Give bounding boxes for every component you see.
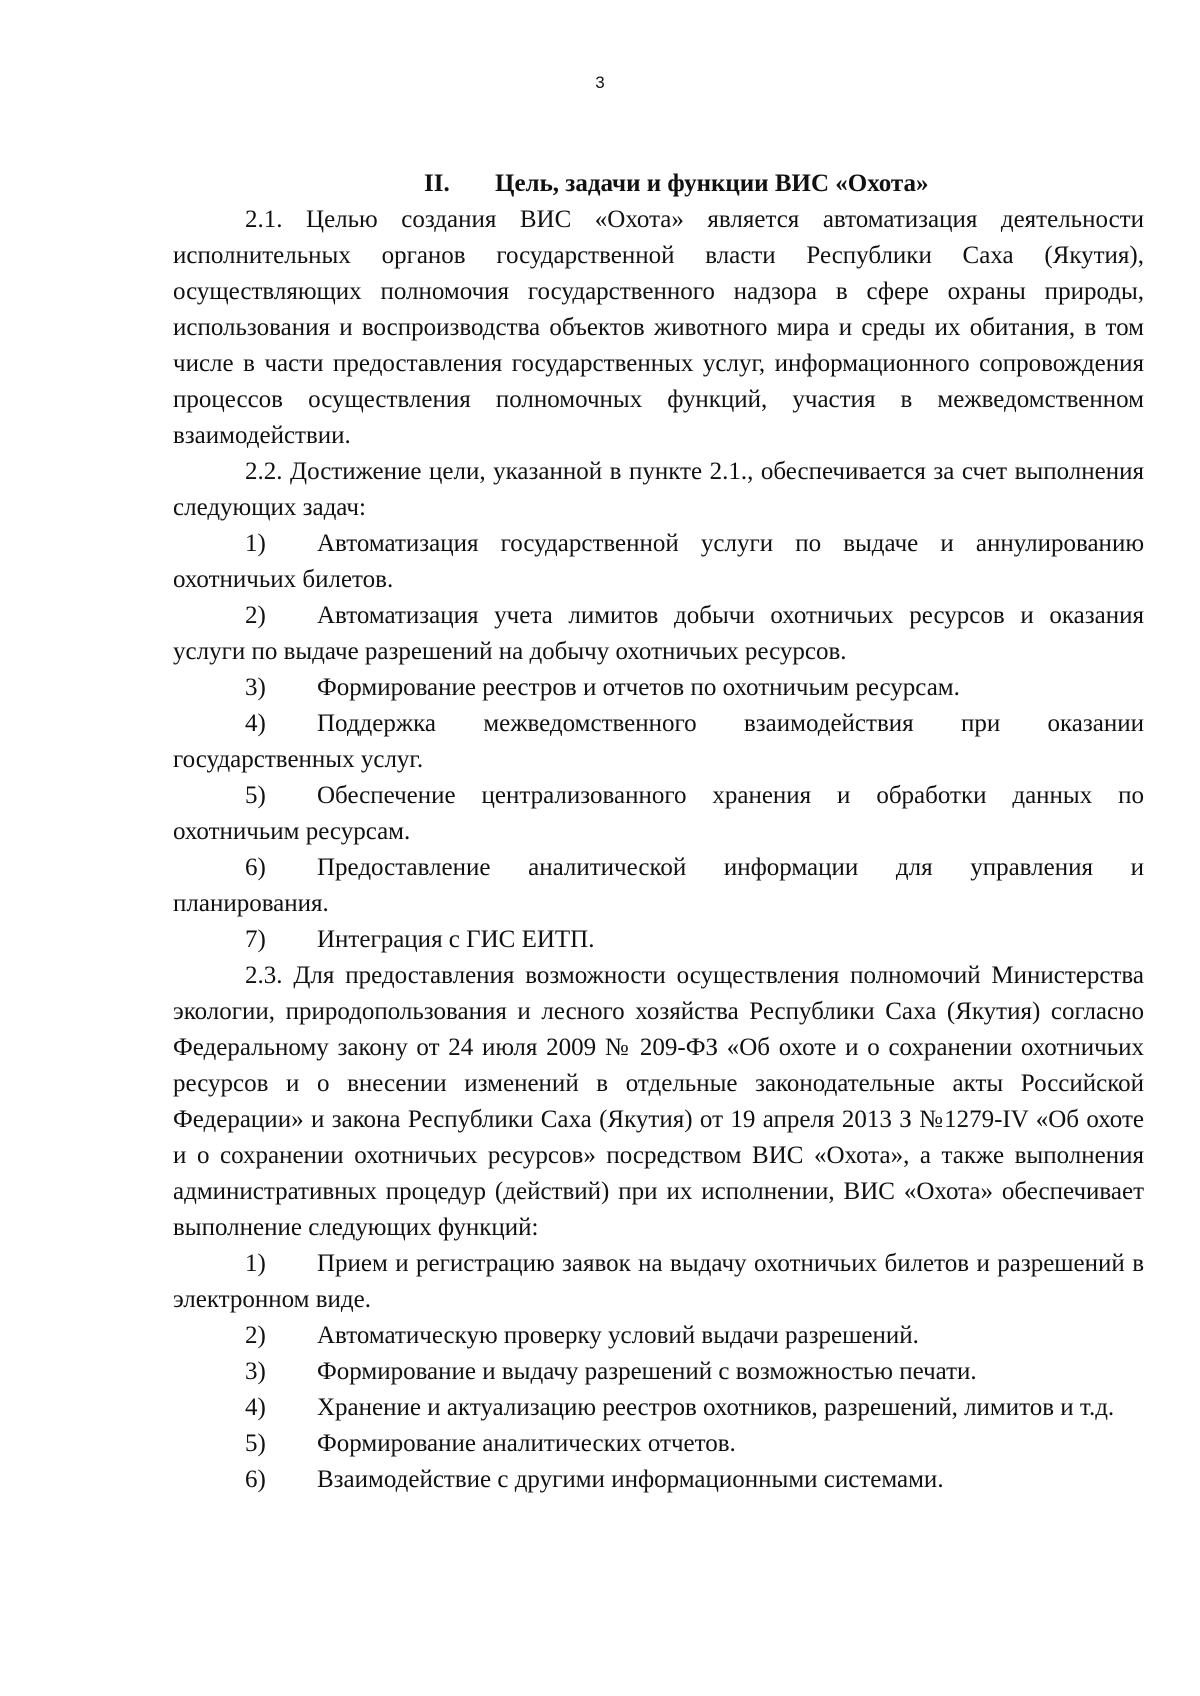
list-item-number: 6) [245,1466,266,1493]
list-item-number: 3) [245,1358,266,1385]
list-item-number: 5) [245,782,266,809]
paragraph-2-3: 2.3. Для предоставления возможности осуществления полномочий Министерства экологии, природопользования и лесного хозяйства Республики Саха (Якутия) согласно Федеральному закону от 24 июля 2009 № 209-ФЗ «Об охоте и о сохранении охотничьих ресурсов и о внесении изменений в отдельные законодательные акты Российской Федерации» и закона Республики Саха (Якутия) от 19 апреля 2013 З №1279-IV «Об охоте и о сохранении охотничьих ресурсов» посредством ВИС «Охота», а также выполнения административных процедур (действий) при их исполнении, ВИС «Охота» обеспечивает выполнение следующих функций: [173,962,1144,1241]
list-item [173,1318,1144,1354]
section-heading [173,166,1144,202]
list-item [173,1246,1144,1318]
functions-list [173,1246,1144,1498]
tasks-list [173,526,1144,958]
list-item-text: Автоматизация учета лимитов добычи охотничьих ресурсов и оказания услуги по выдаче разрешений на добычу охотничьих ресурсов. [173,602,1144,665]
list-item-text: Автоматизация государственной услуги по выдаче и аннулированию охотничьих билетов. [173,530,1144,593]
list-item-text: Формирование и выдачу разрешений с возможностью печати. [317,1358,977,1385]
list-item [173,1462,1144,1498]
list-item-text: Хранение и актуализацию реестров охотников, разрешений, лимитов и т.д. [317,1394,1115,1421]
list-item [173,598,1144,670]
list-item-text: Формирование аналитических отчетов. [317,1430,736,1457]
list-item-number: 2) [245,1322,266,1349]
list-item-number: 4) [245,710,266,737]
list-item-number: 5) [245,1430,266,1457]
list-item-text: Обеспечение централизованного хранения и обработки данных по охотничьим ресурсам. [173,782,1144,845]
list-item-text: Интеграция с ГИС ЕИТП. [317,926,595,953]
list-item-number: 7) [245,926,266,953]
page-number: 3 [595,73,605,92]
list-item [173,1354,1144,1390]
list-item [173,526,1144,598]
list-item-text: Поддержка межведомственного взаимодействия при оказании государственных услуг. [173,710,1144,773]
list-item [173,850,1144,922]
list-item-text: Формирование реестров и отчетов по охотничьим ресурсам. [317,674,960,701]
section-title: Цель, задачи и функции ВИС «Охота» [495,170,929,197]
list-item-text: Предоставление аналитической информации для управления и планирования. [173,854,1144,917]
list-item [173,1390,1144,1426]
document-body [173,166,1144,1498]
list-item [173,706,1144,778]
list-item-number: 4) [245,1394,266,1421]
list-item-text: Автоматическую проверку условий выдачи разрешений. [317,1322,919,1349]
list-item-number: 6) [245,854,266,881]
section-number: II. [424,170,450,197]
list-item-text: Прием и регистрацию заявок на выдачу охотничьих билетов и разрешений в электронном виде. [173,1250,1144,1313]
list-item [173,922,1144,958]
list-item-number: 2) [245,602,266,629]
paragraph-2-1: 2.1. Целью создания ВИС «Охота» является автоматизация деятельности исполнительных органов государственной власти Республики Саха (Якутия), осуществляющих полномочия государственного надзора в сфере охраны природы, использования и воспроизводства объектов животного мира и среды их обитания, в том числе в части предоставления государственных услуг, информационного сопровождения процессов осуществления полномочных функций, участия в межведомственном взаимодействии. [173,206,1144,449]
paragraph-2-2: 2.2. Достижение цели, указанной в пункте 2.1., обеспечивается за счет выполнения следующих задач: [173,458,1144,521]
list-item-number: 1) [245,1250,266,1277]
list-item [173,1426,1144,1462]
list-item [173,670,1144,706]
list-item [173,778,1144,850]
list-item-number: 3) [245,674,266,701]
list-item-text: Взаимодействие с другими информационными системами. [317,1466,944,1493]
list-item-number: 1) [245,530,266,557]
